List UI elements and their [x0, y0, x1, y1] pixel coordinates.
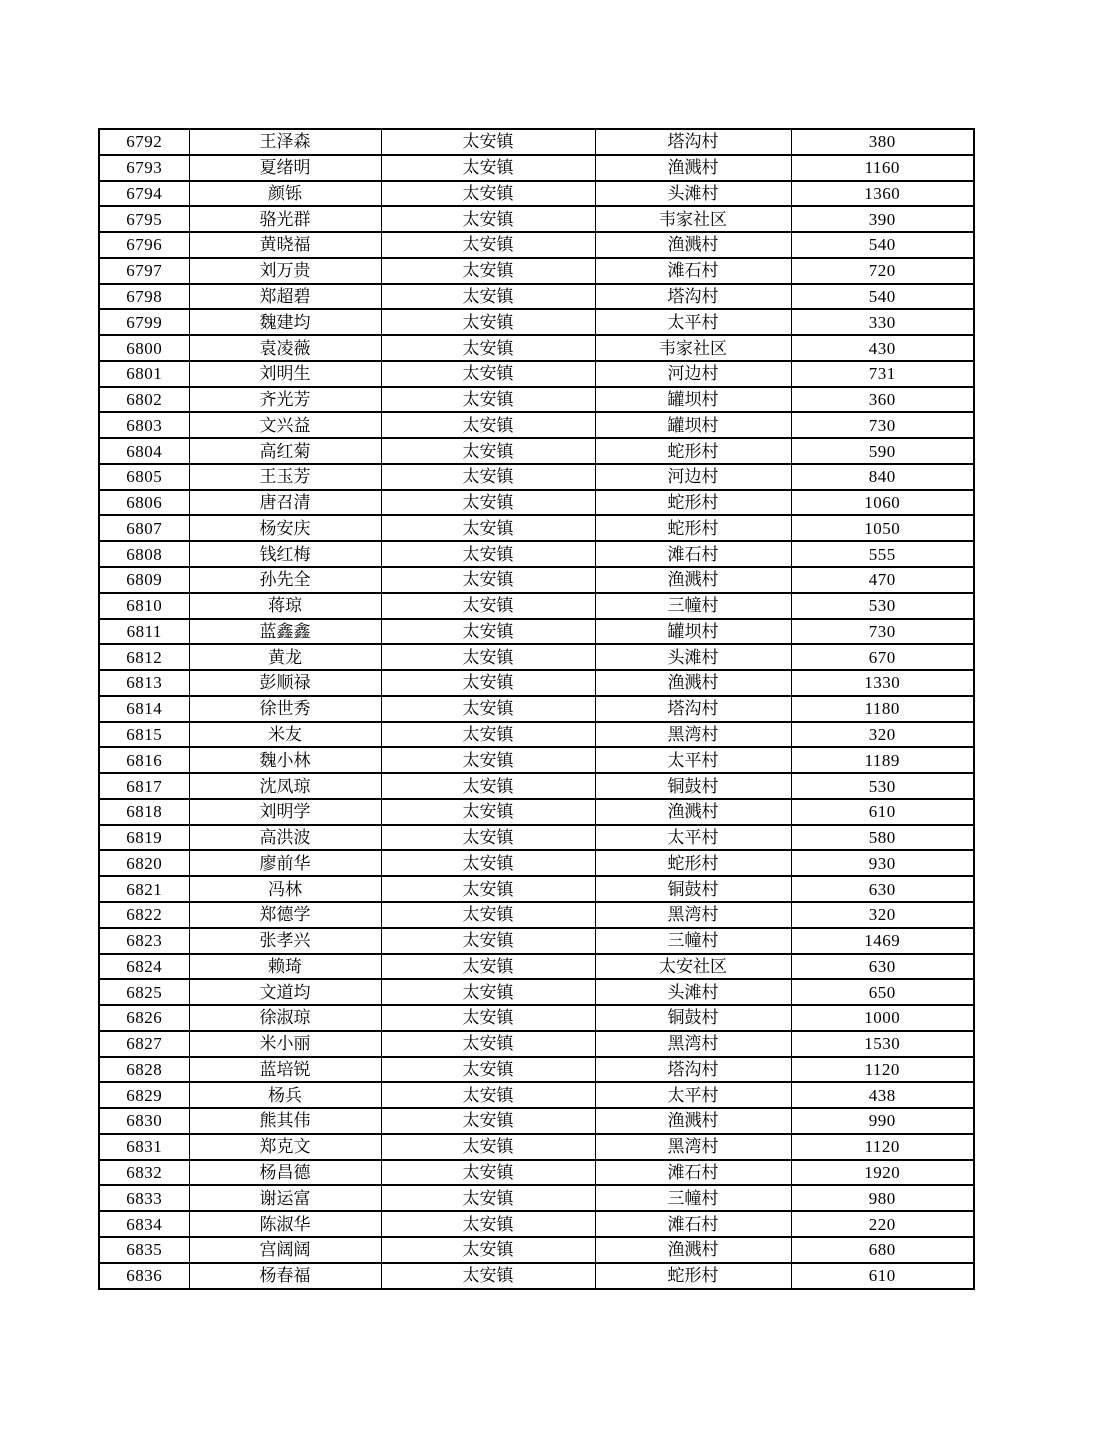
- cell-town: 太安镇: [381, 902, 595, 928]
- cell-amount: 720: [791, 258, 974, 284]
- cell-serial: 6821: [99, 876, 189, 902]
- cell-town: 太安镇: [381, 129, 595, 155]
- cell-name: 熊其伟: [189, 1108, 381, 1134]
- cell-village: 蛇形村: [595, 515, 791, 541]
- cell-name: 高洪波: [189, 825, 381, 851]
- cell-amount: 1000: [791, 1005, 974, 1031]
- table-row: [99, 850, 974, 876]
- cell-amount: 540: [791, 284, 974, 310]
- cell-village: 蛇形村: [595, 1263, 791, 1289]
- cell-village: 铜鼓村: [595, 773, 791, 799]
- cell-village: 塔沟村: [595, 1057, 791, 1083]
- cell-town: 太安镇: [381, 232, 595, 258]
- cell-serial: 6832: [99, 1160, 189, 1186]
- cell-serial: 6811: [99, 619, 189, 645]
- cell-town: 太安镇: [381, 541, 595, 567]
- cell-town: 太安镇: [381, 1237, 595, 1263]
- roster-table-body: [99, 129, 974, 1289]
- cell-serial: 6834: [99, 1211, 189, 1237]
- cell-amount: 580: [791, 825, 974, 851]
- table-row: [99, 232, 974, 258]
- cell-amount: 1189: [791, 747, 974, 773]
- cell-town: 太安镇: [381, 1082, 595, 1108]
- cell-serial: 6835: [99, 1237, 189, 1263]
- cell-town: 太安镇: [381, 747, 595, 773]
- cell-serial: 6828: [99, 1057, 189, 1083]
- cell-village: 蛇形村: [595, 438, 791, 464]
- cell-amount: 390: [791, 206, 974, 232]
- cell-name: 王泽森: [189, 129, 381, 155]
- cell-serial: 6824: [99, 954, 189, 980]
- cell-amount: 330: [791, 309, 974, 335]
- table-row: [99, 825, 974, 851]
- cell-serial: 6825: [99, 979, 189, 1005]
- cell-town: 太安镇: [381, 464, 595, 490]
- cell-name: 宫阔阔: [189, 1237, 381, 1263]
- cell-town: 太安镇: [381, 670, 595, 696]
- cell-name: 袁凌薇: [189, 335, 381, 361]
- cell-village: 黑湾村: [595, 902, 791, 928]
- cell-amount: 530: [791, 593, 974, 619]
- cell-amount: 930: [791, 850, 974, 876]
- cell-serial: 6804: [99, 438, 189, 464]
- cell-name: 杨春福: [189, 1263, 381, 1289]
- table-row: [99, 1134, 974, 1160]
- cell-village: 韦家社区: [595, 206, 791, 232]
- cell-name: 刘明生: [189, 361, 381, 387]
- cell-serial: 6803: [99, 412, 189, 438]
- cell-village: 塔沟村: [595, 284, 791, 310]
- cell-serial: 6826: [99, 1005, 189, 1031]
- table-row: [99, 1263, 974, 1289]
- cell-village: 滩石村: [595, 1211, 791, 1237]
- cell-serial: 6812: [99, 644, 189, 670]
- cell-town: 太安镇: [381, 284, 595, 310]
- cell-village: 太平村: [595, 747, 791, 773]
- cell-village: 太平村: [595, 825, 791, 851]
- cell-village: 三幢村: [595, 593, 791, 619]
- table-row: [99, 979, 974, 1005]
- table-row: [99, 593, 974, 619]
- cell-amount: 590: [791, 438, 974, 464]
- cell-town: 太安镇: [381, 1108, 595, 1134]
- cell-name: 刘明学: [189, 799, 381, 825]
- table-row: [99, 567, 974, 593]
- cell-amount: 840: [791, 464, 974, 490]
- cell-name: 杨昌德: [189, 1160, 381, 1186]
- cell-town: 太安镇: [381, 438, 595, 464]
- cell-village: 滩石村: [595, 541, 791, 567]
- cell-serial: 6813: [99, 670, 189, 696]
- cell-village: 河边村: [595, 361, 791, 387]
- table-row: [99, 206, 974, 232]
- table-row: [99, 876, 974, 902]
- cell-village: 渔溅村: [595, 1108, 791, 1134]
- table-row: [99, 644, 974, 670]
- cell-serial: 6814: [99, 696, 189, 722]
- cell-amount: 470: [791, 567, 974, 593]
- cell-amount: 1469: [791, 928, 974, 954]
- cell-serial: 6836: [99, 1263, 189, 1289]
- table-row: [99, 1005, 974, 1031]
- table-row: [99, 155, 974, 181]
- cell-serial: 6806: [99, 490, 189, 516]
- cell-town: 太安镇: [381, 954, 595, 980]
- cell-town: 太安镇: [381, 773, 595, 799]
- cell-name: 文道均: [189, 979, 381, 1005]
- cell-name: 赖琦: [189, 954, 381, 980]
- cell-amount: 731: [791, 361, 974, 387]
- cell-serial: 6797: [99, 258, 189, 284]
- cell-amount: 630: [791, 876, 974, 902]
- cell-serial: 6815: [99, 722, 189, 748]
- cell-name: 米友: [189, 722, 381, 748]
- table-row: [99, 1160, 974, 1186]
- cell-village: 铜鼓村: [595, 876, 791, 902]
- table-row: [99, 438, 974, 464]
- cell-serial: 6810: [99, 593, 189, 619]
- cell-village: 渔溅村: [595, 670, 791, 696]
- cell-town: 太安镇: [381, 387, 595, 413]
- cell-village: 太安社区: [595, 954, 791, 980]
- cell-serial: 6823: [99, 928, 189, 954]
- cell-name: 骆光群: [189, 206, 381, 232]
- cell-town: 太安镇: [381, 335, 595, 361]
- cell-serial: 6800: [99, 335, 189, 361]
- cell-name: 郑德学: [189, 902, 381, 928]
- table-row: [99, 696, 974, 722]
- cell-village: 蛇形村: [595, 850, 791, 876]
- table-row: [99, 258, 974, 284]
- cell-amount: 1050: [791, 515, 974, 541]
- cell-serial: 6808: [99, 541, 189, 567]
- cell-amount: 320: [791, 902, 974, 928]
- table-row: [99, 799, 974, 825]
- cell-name: 钱红梅: [189, 541, 381, 567]
- cell-town: 太安镇: [381, 619, 595, 645]
- table-row: [99, 1185, 974, 1211]
- cell-amount: 980: [791, 1185, 974, 1211]
- cell-town: 太安镇: [381, 258, 595, 284]
- table-row: [99, 387, 974, 413]
- table-row: [99, 619, 974, 645]
- cell-amount: 610: [791, 1263, 974, 1289]
- cell-amount: 1180: [791, 696, 974, 722]
- cell-village: 蛇形村: [595, 490, 791, 516]
- cell-town: 太安镇: [381, 515, 595, 541]
- cell-town: 太安镇: [381, 696, 595, 722]
- cell-name: 魏建均: [189, 309, 381, 335]
- table-row: [99, 181, 974, 207]
- cell-name: 张孝兴: [189, 928, 381, 954]
- cell-village: 渔溅村: [595, 799, 791, 825]
- cell-serial: 6829: [99, 1082, 189, 1108]
- cell-village: 头滩村: [595, 181, 791, 207]
- cell-name: 徐世秀: [189, 696, 381, 722]
- cell-town: 太安镇: [381, 644, 595, 670]
- cell-village: 渔溅村: [595, 567, 791, 593]
- cell-town: 太安镇: [381, 876, 595, 902]
- table-row: [99, 1057, 974, 1083]
- cell-village: 头滩村: [595, 979, 791, 1005]
- cell-town: 太安镇: [381, 155, 595, 181]
- cell-town: 太安镇: [381, 309, 595, 335]
- cell-amount: 380: [791, 129, 974, 155]
- cell-amount: 1360: [791, 181, 974, 207]
- table-row: [99, 902, 974, 928]
- cell-serial: 6827: [99, 1031, 189, 1057]
- cell-amount: 540: [791, 232, 974, 258]
- cell-name: 高红菊: [189, 438, 381, 464]
- table-row: [99, 129, 974, 155]
- cell-name: 夏绪明: [189, 155, 381, 181]
- cell-name: 齐光芳: [189, 387, 381, 413]
- cell-serial: 6819: [99, 825, 189, 851]
- cell-town: 太安镇: [381, 1160, 595, 1186]
- cell-name: 杨安庆: [189, 515, 381, 541]
- table-row: [99, 412, 974, 438]
- cell-village: 黑湾村: [595, 722, 791, 748]
- cell-name: 米小丽: [189, 1031, 381, 1057]
- cell-village: 头滩村: [595, 644, 791, 670]
- cell-village: 黑湾村: [595, 1031, 791, 1057]
- cell-town: 太安镇: [381, 567, 595, 593]
- cell-village: 滩石村: [595, 258, 791, 284]
- cell-amount: 610: [791, 799, 974, 825]
- cell-serial: 6833: [99, 1185, 189, 1211]
- cell-serial: 6799: [99, 309, 189, 335]
- cell-town: 太安镇: [381, 722, 595, 748]
- cell-town: 太安镇: [381, 799, 595, 825]
- cell-amount: 670: [791, 644, 974, 670]
- cell-name: 黄龙: [189, 644, 381, 670]
- cell-name: 刘万贵: [189, 258, 381, 284]
- table-row: [99, 1211, 974, 1237]
- cell-town: 太安镇: [381, 490, 595, 516]
- cell-amount: 320: [791, 722, 974, 748]
- roster-table: [98, 128, 975, 1290]
- cell-serial: 6795: [99, 206, 189, 232]
- cell-name: 徐淑琼: [189, 1005, 381, 1031]
- cell-serial: 6805: [99, 464, 189, 490]
- cell-name: 蒋琼: [189, 593, 381, 619]
- cell-amount: 650: [791, 979, 974, 1005]
- cell-serial: 6818: [99, 799, 189, 825]
- cell-serial: 6831: [99, 1134, 189, 1160]
- cell-name: 蓝培锐: [189, 1057, 381, 1083]
- cell-town: 太安镇: [381, 412, 595, 438]
- cell-amount: 530: [791, 773, 974, 799]
- cell-village: 太平村: [595, 309, 791, 335]
- table-row: [99, 284, 974, 310]
- cell-serial: 6822: [99, 902, 189, 928]
- cell-serial: 6796: [99, 232, 189, 258]
- table-row: [99, 515, 974, 541]
- cell-name: 孙先全: [189, 567, 381, 593]
- cell-amount: 1160: [791, 155, 974, 181]
- cell-amount: 730: [791, 619, 974, 645]
- cell-town: 太安镇: [381, 1185, 595, 1211]
- cell-name: 廖前华: [189, 850, 381, 876]
- cell-amount: 730: [791, 412, 974, 438]
- table-row: [99, 722, 974, 748]
- cell-amount: 630: [791, 954, 974, 980]
- cell-village: 铜鼓村: [595, 1005, 791, 1031]
- cell-village: 河边村: [595, 464, 791, 490]
- cell-town: 太安镇: [381, 1031, 595, 1057]
- cell-name: 谢运富: [189, 1185, 381, 1211]
- cell-town: 太安镇: [381, 1263, 595, 1289]
- table-row: [99, 361, 974, 387]
- cell-serial: 6830: [99, 1108, 189, 1134]
- cell-name: 蓝鑫鑫: [189, 619, 381, 645]
- cell-town: 太安镇: [381, 1005, 595, 1031]
- cell-serial: 6817: [99, 773, 189, 799]
- cell-serial: 6820: [99, 850, 189, 876]
- cell-serial: 6794: [99, 181, 189, 207]
- cell-serial: 6798: [99, 284, 189, 310]
- cell-amount: 555: [791, 541, 974, 567]
- cell-serial: 6809: [99, 567, 189, 593]
- cell-serial: 6807: [99, 515, 189, 541]
- table-row: [99, 1082, 974, 1108]
- table-row: [99, 1031, 974, 1057]
- cell-amount: 220: [791, 1211, 974, 1237]
- table-row: [99, 747, 974, 773]
- cell-town: 太安镇: [381, 850, 595, 876]
- cell-town: 太安镇: [381, 361, 595, 387]
- cell-village: 黑湾村: [595, 1134, 791, 1160]
- table-row: [99, 464, 974, 490]
- cell-town: 太安镇: [381, 206, 595, 232]
- cell-village: 塔沟村: [595, 129, 791, 155]
- cell-village: 太平村: [595, 1082, 791, 1108]
- cell-village: 渔溅村: [595, 1237, 791, 1263]
- cell-village: 罐坝村: [595, 387, 791, 413]
- cell-village: 塔沟村: [595, 696, 791, 722]
- cell-name: 彭顺禄: [189, 670, 381, 696]
- cell-name: 文兴益: [189, 412, 381, 438]
- cell-amount: 1330: [791, 670, 974, 696]
- cell-name: 陈淑华: [189, 1211, 381, 1237]
- cell-amount: 680: [791, 1237, 974, 1263]
- cell-name: 黄晓福: [189, 232, 381, 258]
- cell-amount: 1060: [791, 490, 974, 516]
- cell-town: 太安镇: [381, 979, 595, 1005]
- cell-town: 太安镇: [381, 1057, 595, 1083]
- cell-serial: 6816: [99, 747, 189, 773]
- cell-village: 渔溅村: [595, 232, 791, 258]
- cell-amount: 430: [791, 335, 974, 361]
- cell-name: 王玉芳: [189, 464, 381, 490]
- cell-amount: 990: [791, 1108, 974, 1134]
- cell-amount: 1120: [791, 1134, 974, 1160]
- cell-village: 滩石村: [595, 1160, 791, 1186]
- cell-town: 太安镇: [381, 928, 595, 954]
- table-row: [99, 773, 974, 799]
- table-row: [99, 490, 974, 516]
- cell-name: 杨兵: [189, 1082, 381, 1108]
- cell-name: 郑超碧: [189, 284, 381, 310]
- cell-serial: 6793: [99, 155, 189, 181]
- cell-village: 罐坝村: [595, 412, 791, 438]
- cell-town: 太安镇: [381, 593, 595, 619]
- cell-name: 郑克文: [189, 1134, 381, 1160]
- table-row: [99, 670, 974, 696]
- cell-serial: 6802: [99, 387, 189, 413]
- cell-village: 三幢村: [595, 1185, 791, 1211]
- table-row: [99, 541, 974, 567]
- cell-amount: 1530: [791, 1031, 974, 1057]
- cell-serial: 6801: [99, 361, 189, 387]
- cell-amount: 360: [791, 387, 974, 413]
- cell-town: 太安镇: [381, 1134, 595, 1160]
- table-row: [99, 1108, 974, 1134]
- cell-village: 渔溅村: [595, 155, 791, 181]
- cell-name: 唐召清: [189, 490, 381, 516]
- table-row: [99, 335, 974, 361]
- cell-village: 罐坝村: [595, 619, 791, 645]
- cell-serial: 6792: [99, 129, 189, 155]
- cell-village: 韦家社区: [595, 335, 791, 361]
- cell-name: 魏小林: [189, 747, 381, 773]
- cell-amount: 1920: [791, 1160, 974, 1186]
- table-row: [99, 309, 974, 335]
- cell-name: 颜铄: [189, 181, 381, 207]
- table-row: [99, 1237, 974, 1263]
- cell-amount: 1120: [791, 1057, 974, 1083]
- cell-town: 太安镇: [381, 1211, 595, 1237]
- cell-name: 沈凤琼: [189, 773, 381, 799]
- cell-amount: 438: [791, 1082, 974, 1108]
- cell-town: 太安镇: [381, 181, 595, 207]
- table-row: [99, 954, 974, 980]
- cell-village: 三幢村: [595, 928, 791, 954]
- cell-name: 冯林: [189, 876, 381, 902]
- table-row: [99, 928, 974, 954]
- cell-town: 太安镇: [381, 825, 595, 851]
